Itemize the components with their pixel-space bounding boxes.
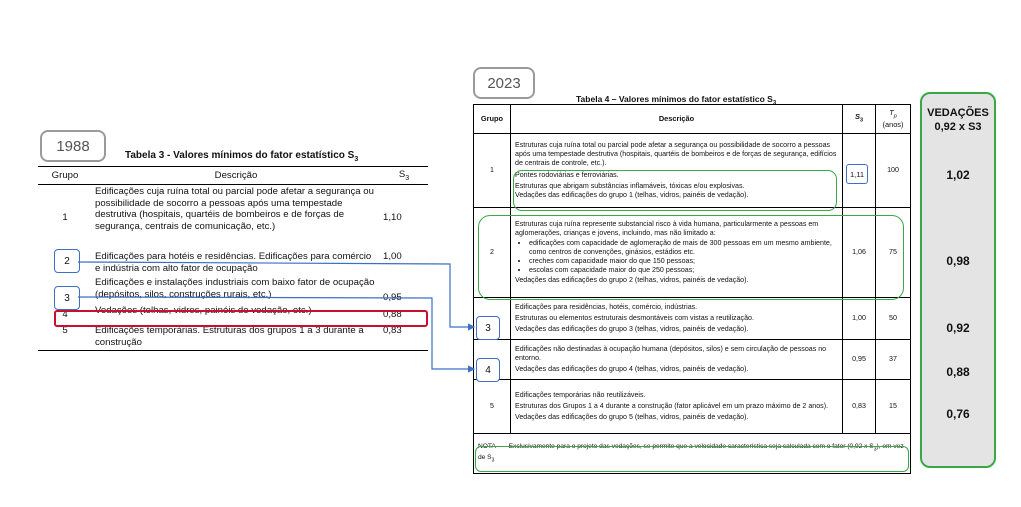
table-1988-title: Tabela 3 - Valores mínimos do fator estatístico $S_3$ [125, 150, 359, 163]
group-3-2023-marker: 3 [476, 316, 500, 340]
group-1-highlight [513, 170, 837, 211]
table-row: 1 Estruturas cuja ruína total ou parcial pode afetar a segurança ou possibilidade de socorro a pessoas após uma tempestade destrutiva (hospitais, quartéis de bombeiros e de forças de segurança, edifícios de centrais de controle, etc.). Pontes rodoviárias e ferroviárias. Estruturas que abrigam substâncias inflamáveis, tóxicas e/ou explosivas. Vedações das edificações do grupo 1 (telhas, vidros, painéis de vedação). 100 [474, 134, 911, 208]
year-label-2023: 2023 [473, 67, 535, 99]
col-tp: $T_p$ (anos) [876, 105, 911, 134]
table-row: 2 Estruturas cuja ruína represente substancial risco à vida humana, particularmente a pessoas em aglomerações, crianças e jovens, incluindo, mas não limitado a: • edificações com capacidade de aglomeração de mais de 300 pessoas em um mesmo ambiente, como centros de convenções, ginásios, estádios etc. • creches com capacidade maior do que 150 pessoas; • escolas com capacidade maior do que 250 pessoas; Vedações das edificações do grupo 2 (telhas, vidros, painéis de vedação). 1,06 75 [474, 208, 911, 298]
table-row: 1 Edificações cuja ruína total ou parcial pode afetar a segurança ou possibilidade de socorro a pessoas após uma tempestade destrutiva (hospitais, quartéis de bombeiros e de forças de segurança, centrais de comunicação, etc.) 1,10 [62, 185, 402, 232]
col-s3: $S_3$ [380, 167, 428, 185]
col-descricao: Descrição [511, 105, 843, 134]
table-row: 4 Vedações (telhas, vidros, painéis de vedação, etc.) 0,88 [62, 305, 402, 320]
col-grupo: Grupo [38, 167, 92, 185]
s3-1-11-marker: 1,11 [846, 164, 868, 184]
col-descricao: Descrição [92, 167, 380, 185]
group-2-highlight [478, 215, 904, 300]
group-3-1988-marker: 3 [54, 286, 80, 310]
year-label-1988: 1988 [40, 130, 106, 162]
panel-value-group-5: 0,76 [946, 407, 970, 421]
vedacoes-panel [920, 92, 996, 468]
table-row: 5 Edificações temporárias. Estruturas dos grupos 1 a 3 durante a construção 0,83 [38, 324, 428, 350]
note-highlight [475, 446, 909, 472]
col-s3: $S_3$ [843, 105, 876, 134]
table-row: Edificações e instalações industriais com baixo fator de ocupação (depósitos, silos, construções rurais, etc.) 0,95 [95, 277, 402, 303]
panel-title: VEDAÇÕES 0,92 x S3 [927, 107, 989, 133]
panel-value-group-1: 1,02 [946, 168, 970, 182]
vedacoes-highlight-1988 [54, 310, 428, 327]
table-header-row [474, 105, 911, 134]
panel-value-group-4: 0,88 [946, 365, 970, 379]
group-4-2023-marker: 4 [476, 358, 500, 382]
panel-value-group-2: 0,98 [946, 254, 970, 268]
group-2-1988-marker: 2 [54, 249, 80, 273]
table-row: Edificações não destinadas à ocupação humana (depósitos, silos) e sem circulação de pessoas no entorno. Vedações das edificações do grupo 4 (telhas, vidros, painéis de vedação). 0,95 37 [474, 340, 911, 380]
table-row: Edificações para residências, hotéis, comércio, indústrias. Estruturas ou elementos estruturais desmontáveis com vistas a reutilização. Vedações das edificações do grupo 3 (telhas, vidros, painéis de vedação). 1,00 50 [474, 298, 911, 340]
table-header-row [38, 167, 428, 185]
table-row: Edificações para hotéis e residências. Edificações para comércio e indústria com alto fator de ocupação 1,00 [95, 251, 402, 274]
table-note-row: NOTA Exclusivamente para o projeto das vedações, se permite que a velocidade característica seja calculada com o fator (0,92 x $S_3$), em vez de $S_3$ [474, 434, 911, 474]
table-2023-title: Tabela 4 – Valores mínimos do fator estatístico $S_3$ [576, 94, 777, 107]
table-row: 5 Edificações temporárias não reutilizáveis. Estruturas dos Grupos 1 a 4 durante a construção (fator aplicável em um prazo máximo de 2 anos). Vedações das edificações do grupo 5 (telhas, vidros, painéis de vedação). 0,83 15 [474, 380, 911, 434]
col-grupo: Grupo [474, 105, 511, 134]
panel-value-group-3: 0,92 [946, 321, 970, 335]
